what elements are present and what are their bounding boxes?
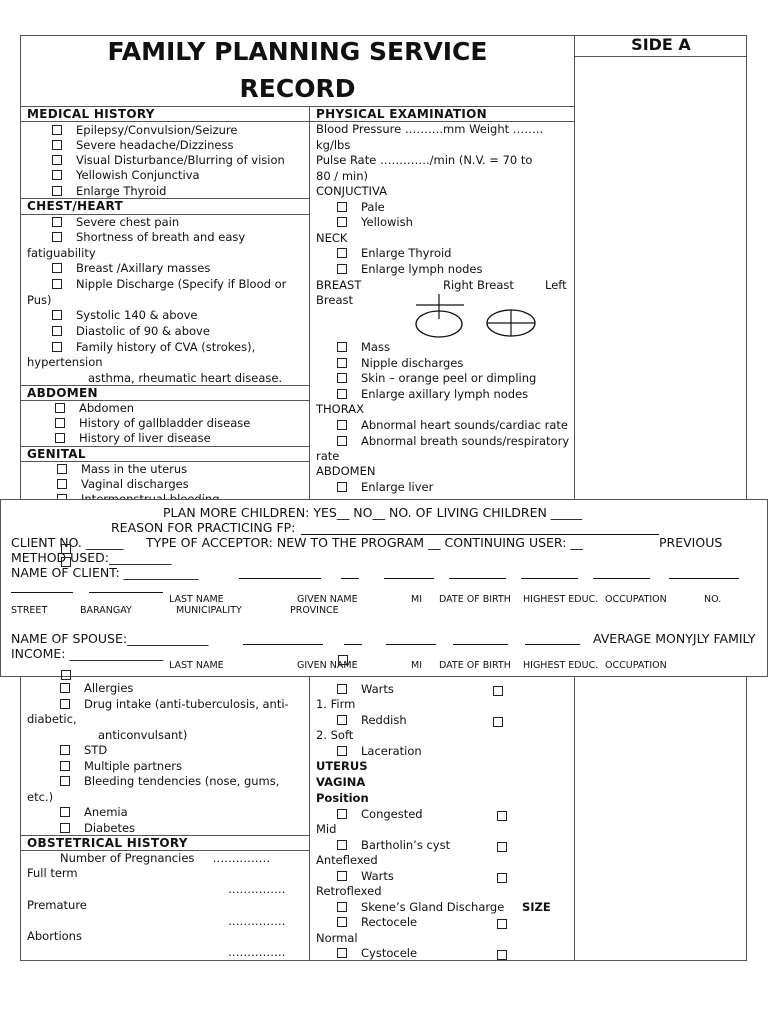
name-of-client[interactable]: NAME OF CLIENT: ____________	[11, 565, 199, 580]
position-label: Position	[316, 791, 369, 805]
premature-dots[interactable]: ……………	[228, 914, 286, 928]
pe-item[interactable]: Yellowish	[337, 215, 413, 229]
ch-item[interactable]: Diastolic of 90 & above	[52, 324, 210, 338]
gen-item[interactable]: Vaginal discharges	[57, 477, 189, 491]
genital-heading: GENITAL	[27, 447, 86, 461]
col-given-name-2: GIVEN NAME	[297, 660, 358, 671]
lm-item[interactable]: Congested	[337, 807, 423, 821]
checkbox[interactable]	[337, 264, 347, 274]
checkbox[interactable]	[61, 544, 71, 554]
checkbox[interactable]	[493, 717, 503, 727]
spouse-line	[525, 644, 580, 645]
uterus-label: UTERUS	[316, 759, 368, 773]
checkbox[interactable]	[337, 248, 347, 258]
pe-item[interactable]: Skin – orange peel or dimpling	[337, 371, 536, 385]
checkbox[interactable]	[52, 263, 62, 273]
checkbox[interactable]	[493, 686, 503, 696]
checkbox[interactable]	[55, 418, 65, 428]
pe-item[interactable]: Nipple discharges	[337, 356, 463, 370]
ll-cont: etc.)	[27, 790, 54, 804]
abortions-dots[interactable]: ……………	[228, 945, 286, 959]
col-dob: DATE OF BIRTH	[439, 594, 511, 605]
pe-item[interactable]: Enlarge Thyroid	[337, 246, 451, 260]
checkbox[interactable]	[55, 403, 65, 413]
ch-item[interactable]: Shortness of breath and easy	[52, 230, 245, 244]
checkbox[interactable]	[52, 170, 62, 180]
name-line	[384, 578, 434, 579]
type-of-acceptor[interactable]: TYPE OF ACCEPTOR: NEW TO THE PROGRAM __ CONTINUING USER: __	[146, 535, 583, 550]
pe-item[interactable]: Abnormal breath sounds/respiratory	[337, 434, 569, 448]
name-line	[593, 578, 650, 579]
col-educ: HIGHEST EDUC.	[523, 594, 599, 605]
blood-pressure[interactable]: Blood Pressure ……….mm Weight ……..	[316, 122, 544, 136]
checkbox[interactable]	[337, 358, 347, 368]
full-term-dots[interactable]: ……………	[228, 882, 286, 896]
checkbox[interactable]	[497, 919, 507, 929]
checkbox[interactable]	[337, 840, 347, 850]
checkbox[interactable]	[337, 715, 347, 725]
ab-item[interactable]: Abdomen	[55, 401, 134, 415]
name-line	[449, 578, 506, 579]
mh-item[interactable]: Enlarge Thyroid	[52, 184, 166, 198]
abortions-label: Abortions	[27, 929, 82, 943]
checkbox[interactable]	[60, 745, 70, 755]
vagina-label: VAGINA	[316, 775, 366, 789]
ll-item[interactable]: Diabetes	[60, 821, 135, 835]
checkbox[interactable]	[60, 683, 70, 693]
checkbox[interactable]	[337, 948, 347, 958]
checkbox[interactable]	[337, 482, 347, 492]
thorax-label: THORAX	[316, 402, 364, 416]
pulse-rate[interactable]: Pulse Rate …………./min (N.V. = 70 to	[316, 153, 533, 167]
checkbox[interactable]	[337, 373, 347, 383]
side-label: SIDE A	[631, 35, 691, 54]
ll-item[interactable]: Drug intake (anti-tuberculosis, anti-	[60, 697, 289, 711]
pe-item[interactable]: Enlarge axillary lymph nodes	[337, 387, 528, 401]
size-label: SIZE	[522, 900, 551, 914]
ll-cont: diabetic,	[27, 712, 77, 726]
checkbox[interactable]	[52, 326, 62, 336]
addr-line	[11, 592, 73, 593]
neck-label: NECK	[316, 231, 348, 245]
checkbox[interactable]	[337, 809, 347, 819]
obstetrical-heading: OBSTETRICAL HISTORY	[27, 836, 188, 850]
name-line	[341, 578, 359, 579]
checkbox[interactable]	[337, 202, 347, 212]
rate-cont: rate	[316, 449, 340, 463]
lm-item[interactable]: Bartholin’s cyst	[337, 838, 450, 852]
ll-item[interactable]: Bleeding tendencies (nose, gums,	[60, 774, 279, 788]
side-rule	[574, 56, 747, 57]
checkbox[interactable]	[55, 433, 65, 443]
ch-item-cont: asthma, rheumatic heart disease.	[88, 371, 283, 385]
col-last-name-2: LAST NAME	[169, 660, 224, 671]
breast-diagram-icon	[408, 290, 543, 340]
col-occupation: OCCUPATION	[605, 594, 667, 605]
ab-item[interactable]: History of gallbladder disease	[55, 416, 250, 430]
checkbox[interactable]	[337, 420, 347, 430]
checkbox[interactable]	[60, 699, 70, 709]
ll-item[interactable]: Multiple partners	[60, 759, 182, 773]
lm-item[interactable]: Warts	[337, 869, 394, 883]
ab-item[interactable]: History of liver disease	[55, 431, 211, 445]
checkbox[interactable]	[337, 902, 347, 912]
col-mi: MI	[411, 594, 422, 605]
pe-item[interactable]: Enlarge liver	[337, 480, 433, 494]
col-dob-2: DATE OF BIRTH	[439, 660, 511, 671]
col-last-name: LAST NAME	[169, 594, 224, 605]
plan-more-children[interactable]: PLAN MORE CHILDREN: YES__ NO__ NO. OF LIVING CHILDREN _____	[163, 505, 583, 520]
premature-label: Premature	[27, 898, 87, 912]
checkbox[interactable]	[52, 232, 62, 242]
ll-item[interactable]: Anemia	[60, 805, 128, 819]
name-of-spouse[interactable]: NAME OF SPOUSE:_____________	[11, 631, 209, 646]
col-street: STREET	[11, 605, 48, 616]
checkbox[interactable]	[337, 436, 347, 446]
lm-item[interactable]: Cystocele	[337, 946, 417, 960]
form-title: FAMILY PLANNING SERVICE	[107, 37, 488, 66]
checkbox[interactable]	[338, 655, 348, 665]
right-breast-label: Right Breast	[443, 278, 514, 292]
reason-label: REASON FOR PRACTICING FP:	[111, 520, 296, 535]
checkbox[interactable]	[52, 279, 62, 289]
mh-item[interactable]: Visual Disturbance/Blurring of vision	[52, 153, 285, 167]
full-term-label: Full term	[27, 866, 78, 880]
checkbox[interactable]	[337, 389, 347, 399]
col-barangay: BARANGAY	[80, 605, 132, 616]
ch-item[interactable]: Severe chest pain	[52, 215, 179, 229]
col-educ-2: HIGHEST EDUC.	[523, 660, 599, 671]
lm-item[interactable]: Rectocele	[337, 915, 417, 929]
checkbox[interactable]	[52, 155, 62, 165]
income-field[interactable]: INCOME: _______________	[11, 646, 164, 661]
col-mi-2: MI	[411, 660, 422, 671]
normal-label: Normal	[316, 931, 358, 945]
lm-item[interactable]: Reddish	[337, 713, 407, 727]
firm-label: 1. Firm	[316, 697, 356, 711]
num-pregnancies: Number of Pregnancies ……………	[60, 851, 271, 865]
chest-heart-heading: CHEST/HEART	[27, 199, 123, 213]
checkbox[interactable]	[497, 950, 507, 960]
checkbox[interactable]	[497, 873, 507, 883]
mh-item[interactable]: Epilepsy/Convulsion/Seizure	[52, 123, 237, 137]
addr-line	[89, 592, 163, 593]
lm-item[interactable]: Laceration	[337, 744, 422, 758]
pulse-normal: 80 / min)	[316, 169, 368, 183]
checkbox[interactable]	[337, 217, 347, 227]
physical-exam-heading: PHYSICAL EXAMINATION	[316, 107, 487, 121]
left-label: Left	[545, 278, 567, 292]
retroflexed-label: Retroflexed	[316, 884, 382, 898]
checkbox[interactable]	[52, 217, 62, 227]
abdomen-heading: ABDOMEN	[27, 386, 98, 400]
method-used[interactable]: METHOD USED:__________	[11, 550, 172, 565]
income-label: AVERAGE MONYJLY FAMILY	[593, 631, 756, 646]
checkbox[interactable]	[60, 776, 70, 786]
col-divider-2	[574, 35, 575, 961]
name-line	[669, 578, 739, 579]
spouse-line	[453, 644, 508, 645]
lm-item[interactable]: Skene’s Gland Discharge	[337, 900, 504, 914]
weight-unit: kg/lbs	[316, 138, 351, 152]
checkbox[interactable]	[52, 342, 62, 352]
checkbox[interactable]	[52, 140, 62, 150]
ch-item[interactable]: Breast /Axillary masses	[52, 261, 210, 275]
col-no: NO.	[704, 594, 722, 605]
checkbox[interactable]	[337, 684, 347, 694]
checkbox[interactable]	[497, 811, 507, 821]
client-info-panel	[0, 499, 768, 677]
checkbox[interactable]	[60, 761, 70, 771]
checkbox[interactable]	[337, 871, 347, 881]
breast-label: BREAST	[316, 278, 362, 292]
mh-item[interactable]: Severe headache/Dizziness	[52, 138, 233, 152]
checkbox[interactable]	[61, 670, 71, 680]
col-given-name: GIVEN NAME	[297, 594, 358, 605]
mh-item[interactable]: Yellowish Conjunctiva	[52, 168, 200, 182]
checkbox[interactable]	[337, 746, 347, 756]
col-occupation-2: OCCUPATION	[605, 660, 667, 671]
pe-item[interactable]: Pale	[337, 200, 385, 214]
name-line	[521, 578, 578, 579]
checkbox[interactable]	[57, 479, 67, 489]
ch-item[interactable]: Systolic 140 & above	[52, 308, 198, 322]
pe-item[interactable]: Abnormal heart sounds/cardiac rate	[337, 418, 568, 432]
checkbox[interactable]	[61, 557, 71, 567]
spouse-line	[344, 644, 362, 645]
lm-item[interactable]: Warts	[337, 682, 394, 696]
conjunctiva-label: CONJUCTIVA	[316, 184, 387, 198]
mid-label: Mid	[316, 822, 337, 836]
checkbox[interactable]	[337, 342, 347, 352]
ch-item[interactable]: Family history of CVA (strokes),	[52, 340, 255, 354]
checkbox[interactable]	[337, 917, 347, 927]
ch-item[interactable]: Nipple Discharge (Specify if Blood or	[52, 277, 286, 291]
medical-history-heading: MEDICAL HISTORY	[27, 107, 155, 121]
checkbox[interactable]	[52, 186, 62, 196]
abdomen-label: ABDOMEN	[316, 464, 376, 478]
checkbox[interactable]	[60, 823, 70, 833]
checkbox[interactable]	[57, 464, 67, 474]
checkbox[interactable]	[52, 125, 62, 135]
form-title-2: RECORD	[239, 74, 356, 103]
col-municipality: MUNICIPALITY	[176, 605, 242, 616]
ll-item[interactable]: STD	[60, 743, 107, 757]
checkbox[interactable]	[497, 842, 507, 852]
ll-cont: anticonvulsant)	[98, 728, 188, 742]
soft-label: 2. Soft	[316, 728, 354, 742]
ch-item-cont: fatiguability	[27, 246, 96, 260]
ch-item-cont: Pus)	[27, 293, 52, 307]
spouse-line	[243, 644, 323, 645]
checkbox[interactable]	[52, 310, 62, 320]
anteflexed-label: Anteflexed	[316, 853, 378, 867]
spouse-line	[386, 644, 436, 645]
ll-item[interactable]: Allergies	[60, 681, 133, 695]
col-province: PROVINCE	[290, 605, 339, 616]
name-line	[239, 578, 321, 579]
breast-label-2: Breast	[316, 293, 353, 307]
pe-item[interactable]: Enlarge lymph nodes	[337, 262, 483, 276]
pe-item[interactable]: Mass	[337, 340, 390, 354]
gen-item[interactable]: Mass in the uterus	[57, 462, 187, 476]
ch-item-cont: hypertension	[27, 355, 103, 369]
previous-label: PREVIOUS	[659, 535, 723, 550]
client-no[interactable]: CLIENT NO. ______	[11, 535, 124, 550]
checkbox[interactable]	[60, 807, 70, 817]
